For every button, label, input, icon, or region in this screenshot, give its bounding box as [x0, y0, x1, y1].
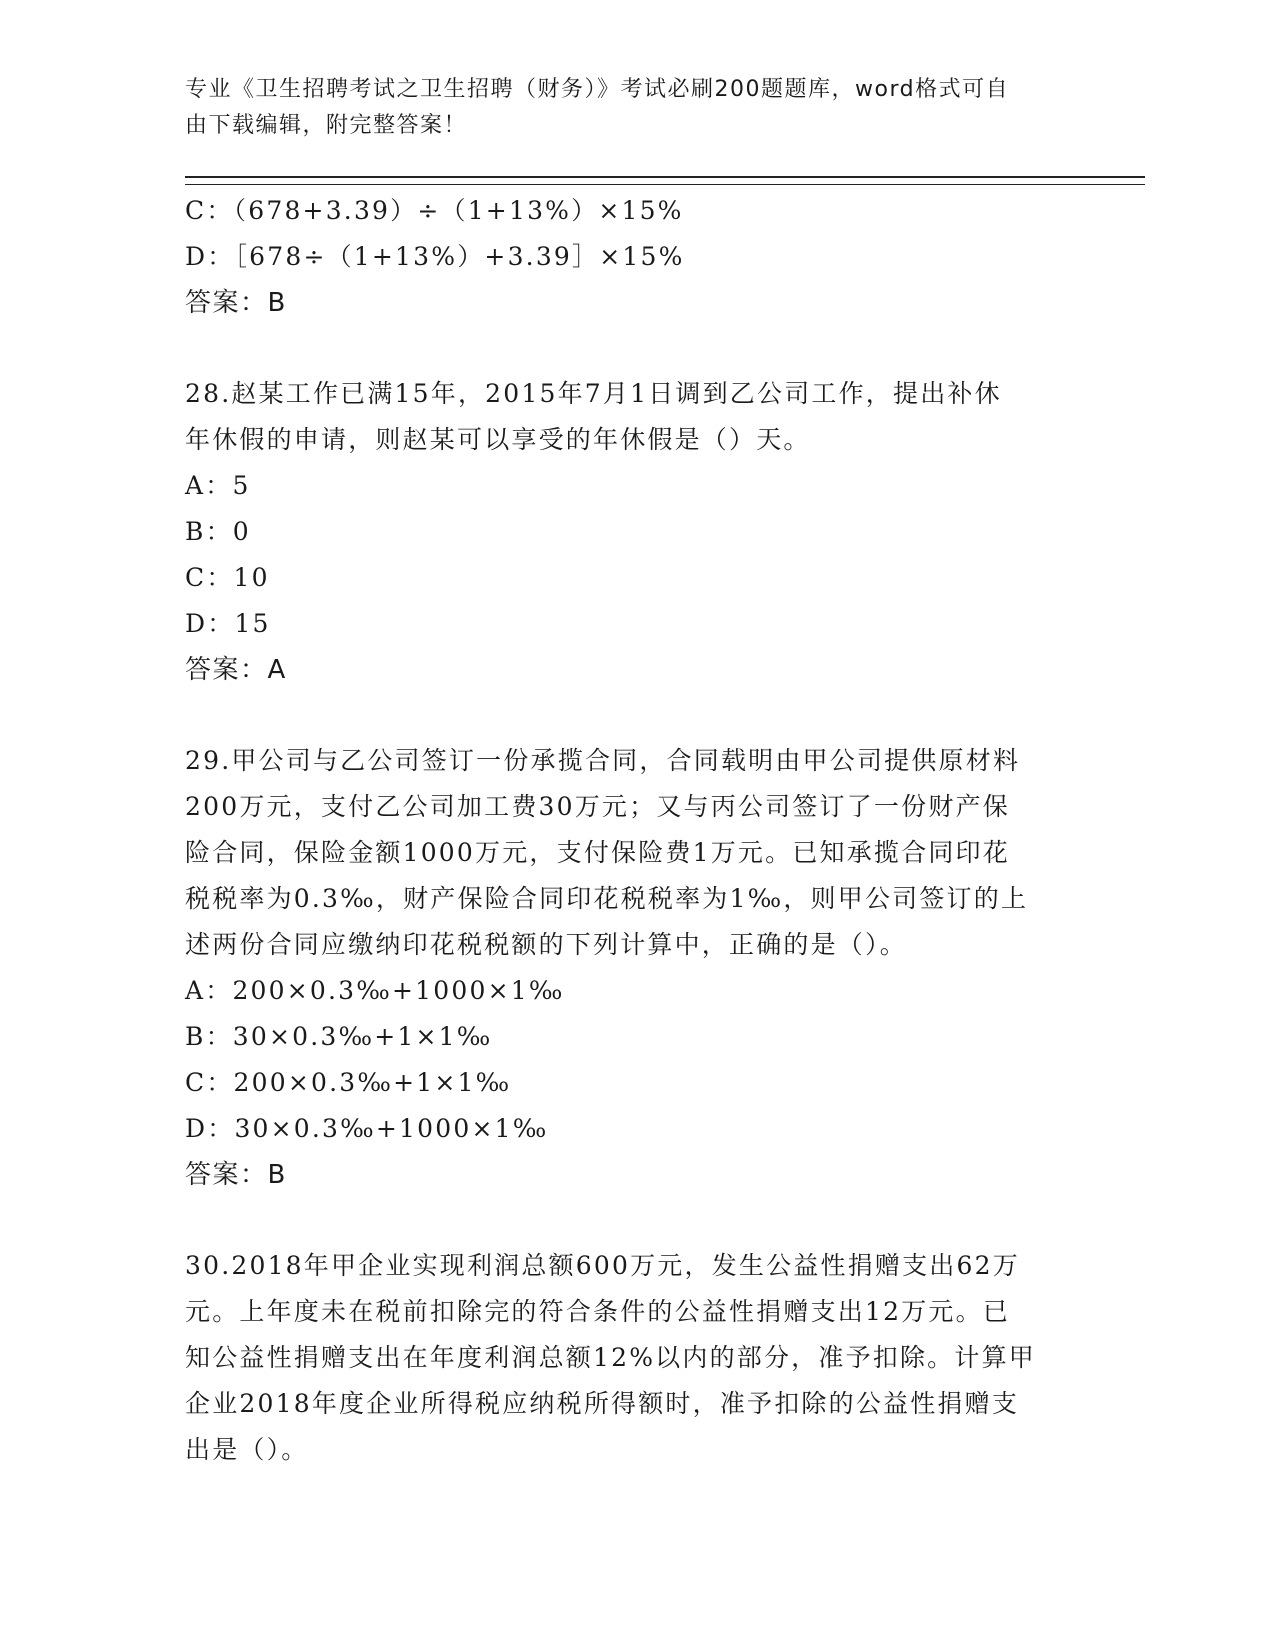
- question-text: 税税率为0.3‰，财产保险合同印花税税率为1‰，则甲公司签订的上: [185, 884, 1029, 913]
- answer-line: 答案：B: [185, 1160, 287, 1190]
- option-a: A：200×0.3‰+1000×1‰: [185, 976, 565, 1005]
- document-body: [185, 188, 1075, 1473]
- question-text: 出是（）。: [185, 1435, 309, 1464]
- option-c: C：200×0.3‰+1×1‰: [185, 1068, 512, 1097]
- option-d: D：30×0.3‰+1000×1‰: [185, 1114, 549, 1143]
- page-header: [185, 72, 1065, 144]
- option-b: B：30×0.3‰+1×1‰: [185, 1022, 493, 1051]
- header-divider: [185, 176, 1145, 185]
- option-c: C：10: [185, 563, 270, 592]
- option-d: D：15: [185, 609, 271, 638]
- question-text: 元。上年度未在税前扣除完的符合条件的公益性捐赠支出12万元。已: [185, 1297, 1011, 1326]
- answer-line: 答案：B: [185, 288, 287, 318]
- question-text: 知公益性捐赠支出在年度利润总额12%以内的部分，准予扣除。计算甲: [185, 1343, 1036, 1372]
- option-c: C：（678+3.39）÷（1+13%）×15%: [185, 196, 684, 225]
- question-29: [185, 738, 1075, 1198]
- question-27-tail: [185, 188, 1075, 326]
- question-text: 险合同，保险金额1000万元，支付保险费1万元。已知承揽合同印花: [185, 838, 1010, 867]
- answer-line: 答案：A: [185, 655, 287, 685]
- header-line: 由下载编辑，附完整答案！: [185, 113, 468, 138]
- question-text: 200万元，支付乙公司加工费30万元；又与丙公司签订了一份财产保: [185, 792, 1010, 821]
- option-d: D：［678÷（1+13%）+3.39］×15%: [185, 242, 685, 271]
- header-line: 专业《卫生招聘考试之卫生招聘（财务）》考试必刷200题题库，word格式可自: [185, 77, 1010, 102]
- question-text: 年休假的申请，则赵某可以享受的年休假是（）天。: [185, 425, 811, 454]
- question-text: 29.甲公司与乙公司签订一份承揽合同，合同载明由甲公司提供原材料: [185, 746, 1021, 775]
- question-text: 述两份合同应缴纳印花税税额的下列计算中，正确的是（）。: [185, 930, 907, 959]
- question-text: 企业2018年度企业所得税应纳税所得额时，准予扣除的公益性捐赠支: [185, 1389, 1020, 1418]
- question-text: 28.赵某工作已满15年，2015年7月1日调到乙公司工作，提出补休: [185, 379, 1002, 408]
- question-30: [185, 1243, 1075, 1473]
- question-28: [185, 371, 1075, 693]
- option-b: B：0: [185, 517, 251, 546]
- question-text: 30.2018年甲企业实现利润总额600万元，发生公益性捐赠支出62万: [185, 1251, 1020, 1280]
- option-a: A：5: [185, 471, 251, 500]
